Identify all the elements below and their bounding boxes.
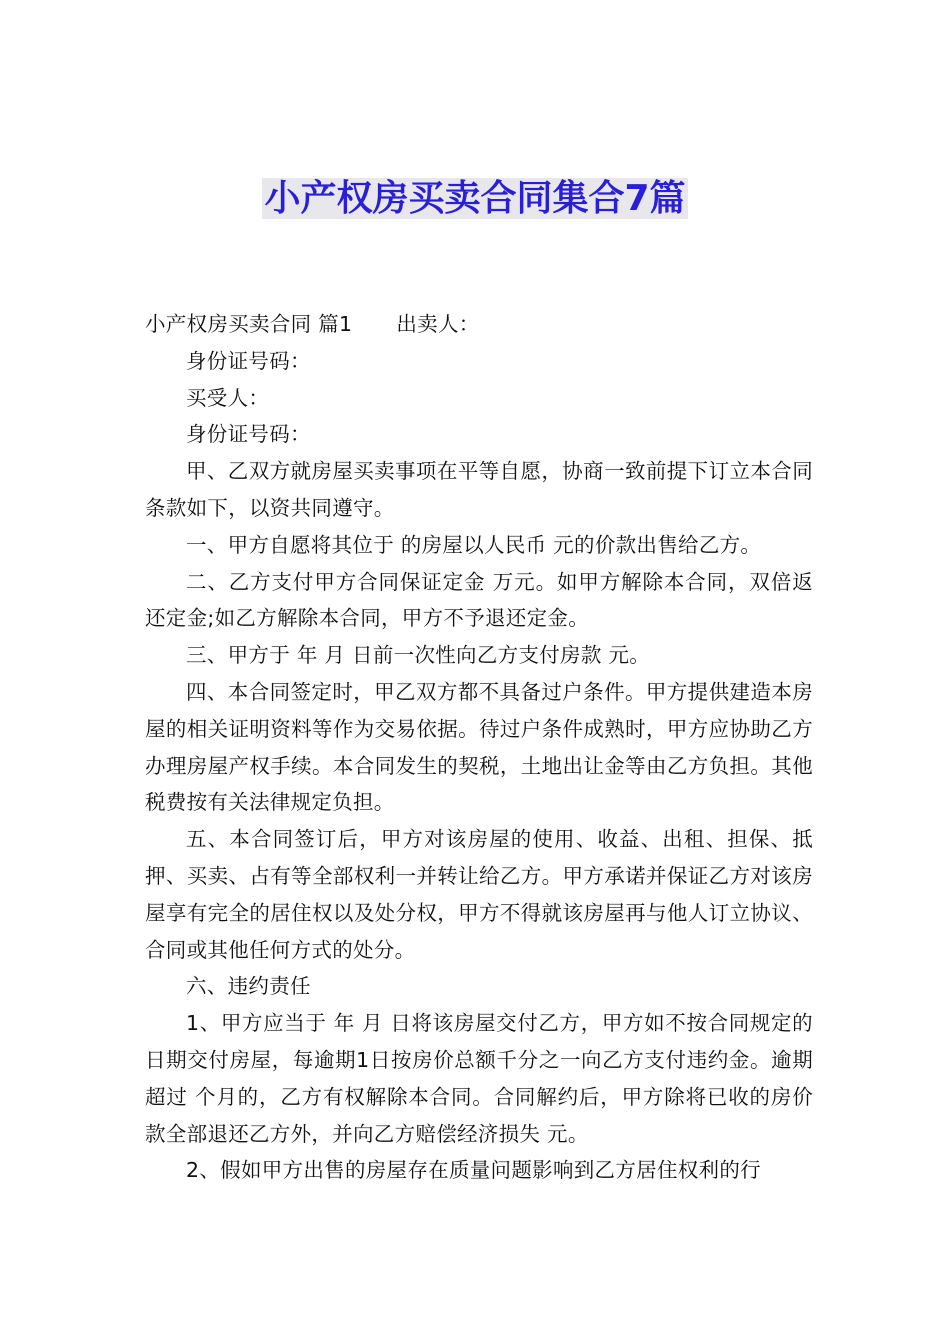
paragraph-clause-6-1: 1、甲方应当于 年 月 日将该房屋交付乙方，甲方如不按合同规定的日期交付房屋，每逾期1日按房价总额千分之一向乙方支付违约金。逾期超过 个月的，乙方有权解除本合同。合同解约后，甲方除将已收的房价款全部退还乙方外，并向乙方赔偿经济损失 元。 xyxy=(145,1011,813,1146)
paragraph-buyer: 买受人： xyxy=(186,385,270,410)
paragraph-clause-3: 三、甲方于 年 月 日前一次性向乙方支付房款 元。 xyxy=(186,643,651,668)
paragraph-clause-1: 一、甲方自愿将其位于 的房屋以人民币 元的价款出售给乙方。 xyxy=(186,532,762,557)
paragraph-clause-5: 五、本合同签订后，甲方对该房屋的使用、收益、出租、担保、抵押、买卖、占有等全部权利一并转让给乙方。甲方承诺并保证乙方对该房屋享有完全的居住权以及处分权，甲方不得就该房屋再与他人订立协议、合同或其他任何方式的处分。 xyxy=(145,827,813,962)
paragraph-clause-6-heading: 六、违约责任 xyxy=(186,974,311,999)
seller-label: 出卖人： xyxy=(396,312,480,336)
contract-heading-line xyxy=(145,306,813,343)
paragraph-buyer-id: 身份证号码： xyxy=(186,422,311,447)
document-body xyxy=(145,306,813,1189)
paragraph-preamble: 甲、乙双方就房屋买卖事项在平等自愿，协商一致前提下订立本合同条款如下，以资共同遵守。 xyxy=(145,459,813,520)
paragraph-seller-id: 身份证号码： xyxy=(186,348,311,373)
document-title xyxy=(0,174,950,224)
paragraph-clause-6-2: 2、假如甲方出售的房屋存在质量问题影响到乙方居住权利的行 xyxy=(186,1158,761,1183)
paragraph-clause-4: 四、本合同签定时，甲乙双方都不具备过户条件。甲方提供建造本房屋的相关证明资料等作为交易依据。待过户条件成熟时，甲方应协助乙方办理房屋产权手续。本合同发生的契税，土地出让金等由乙方负担。其他税费按有关法律规定负担。 xyxy=(145,679,813,815)
contract-heading-label: 小产权房买卖合同 篇1 xyxy=(145,312,353,336)
document-title-text: 小产权房买卖合同集合7篇 xyxy=(264,178,686,219)
paragraph-clause-2: 二、乙方支付甲方合同保证定金 万元。如甲方解除本合同，双倍返还定金;如乙方解除本合同，甲方不予退还定金。 xyxy=(145,569,813,631)
